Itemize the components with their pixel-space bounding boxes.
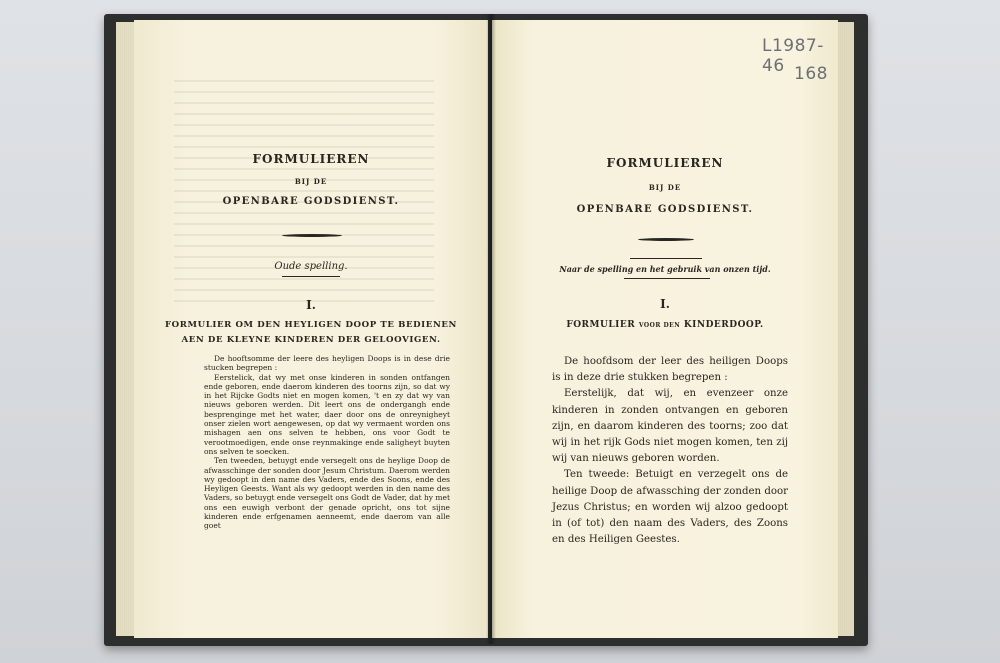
right-title-sub: OPENBARE GODSDIENST.: [576, 204, 754, 215]
left-paragraph: Ten tweeden, betuygt ende versegelt ons de heylige Doop de afwasschinge der sonden door Jesum Christum. Daerom werden wy gedoopt in den name des Vaders, ende des Soons, ende des Heyligen Geests. Want als wy gedoopt werden in den name des Vaders, so betuygt ende versegelt ons Godt de Vader, dat hy met ons een euwigh verbont der genade opricht, ons tot sijne kinderen ende erfgenamen aenneemt, ende daerom van alle goet: [204, 456, 450, 531]
right-paragraph: De hoofdsom der leer des heiligen Doops is in deze drie stukken begrepen :: [552, 356, 788, 384]
right-spelling-note: Naar de spelling en het gebruik van onzen tijd.: [559, 264, 771, 274]
left-note-rule: [282, 276, 340, 277]
right-heading-main: FORMULIER: [566, 320, 636, 330]
left-spelling-note: Oude spelling.: [274, 261, 348, 272]
left-title: FORMULIEREN: [252, 152, 370, 166]
left-heading-2: AEN DE KLEYNE KINDEREN DER GELOOVIGEN.: [181, 335, 441, 345]
book-spine-gutter: [486, 14, 496, 644]
right-note-rule-top: [630, 258, 702, 259]
left-heading-1: FORMULIER OM DEN HEYLIGEN DOOP TE BEDIENEN: [164, 320, 458, 330]
page-edges-right: [836, 22, 854, 636]
left-paragraph: Eerstelick, dat wy met onse kinderen in sonden ontfangen ende geboren, ende daerom kinderen des toorns zijn, so dat wy in het Rijcke Godts niet en mogen komen, 't en zy dat wy van nieuws geboren werden. Dit leert ons de ondergangh ende besprenginge met het water, daer door ons de onreynigheyt onser zielen wort aengewesen, op dat wy vermaent worden ons mishagen aen ons selven te hebben, ons voor Godt te verootmoedigen, ende onse reynmakinge ende saligheyt buyten ons selven te soecken.: [204, 372, 450, 456]
right-paragraph: Ten tweede: Betuigt en verzegelt ons de heilige Doop de afwassching der zonden door Jezus Christus; en worden wij alzoo gedoopt in (of tot) den naam des Vaders, des Zoons en des Heiligen Geestes.: [552, 469, 788, 546]
right-body: [552, 354, 788, 548]
right-title: FORMULIEREN: [606, 156, 724, 170]
left-section-number: I.: [306, 298, 316, 312]
right-page: [492, 20, 838, 638]
left-body: [204, 354, 450, 531]
left-title-sub: OPENBARE GODSDIENST.: [222, 196, 400, 207]
left-ornament-rule: [282, 234, 342, 237]
right-heading-end: KINDERDOOP.: [683, 320, 764, 330]
left-title-by: BIJ DE: [294, 177, 328, 186]
left-page: [134, 20, 488, 638]
left-paragraph: De hooftsomme der leere des heyligen Doops is in dese drie stucken begrepen :: [204, 354, 450, 373]
right-ornament-rule: [638, 238, 694, 241]
right-note-rule-bottom: [624, 278, 710, 279]
right-title-by: BIJ DE: [648, 183, 682, 192]
right-heading: [492, 320, 838, 330]
catalog-sub-number: 168: [794, 64, 828, 84]
right-section-number: I.: [660, 297, 670, 311]
right-heading-small: VOOR DEN: [638, 322, 681, 329]
catalog-number: L1987-46: [762, 36, 824, 76]
right-paragraph: Eerstelijk, dat wij, en evenzeer onze kinderen in zonden ontvangen en geboren zijn, en daarom kinderen des toorns; zoo dat wij in het rijk Gods niet mogen komen, ten zij wij van nieuws geboren worden.: [552, 388, 788, 465]
